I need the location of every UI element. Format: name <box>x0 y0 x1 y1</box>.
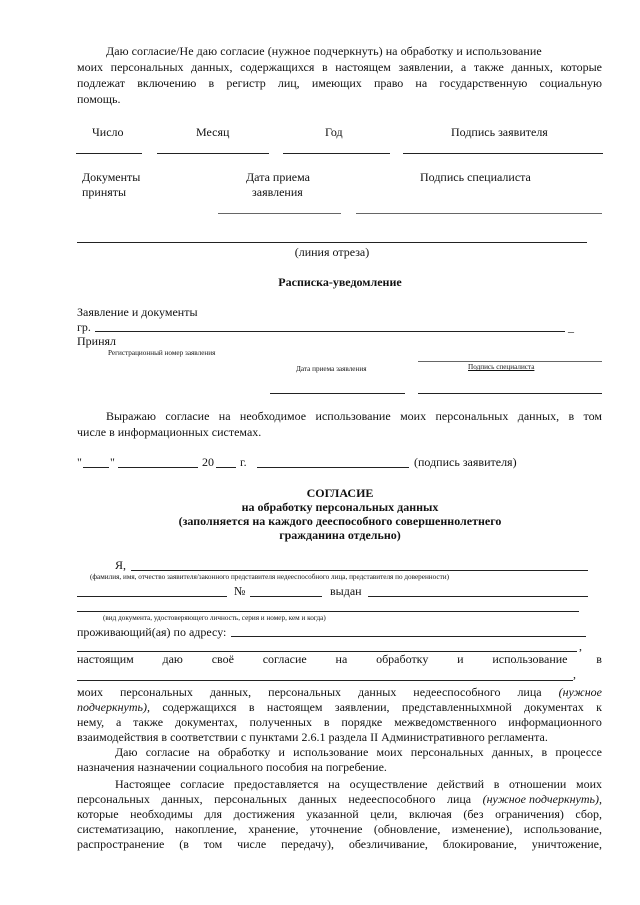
word: документах <box>524 700 584 714</box>
word: ограничения) <box>495 807 564 821</box>
consent-words-line <box>77 652 602 667</box>
word: для <box>204 807 223 821</box>
word: использование, <box>523 822 602 836</box>
organization-field[interactable] <box>77 680 573 681</box>
docs-accepted-label-1: Документы <box>82 170 141 184</box>
p1-line-2 <box>77 700 602 715</box>
receipt-title: Расписка-уведомление <box>278 275 402 289</box>
consent-subtitle-1: на обработку персональных данных <box>241 500 439 514</box>
p3-line-5 <box>77 837 602 852</box>
word: систематизацию, <box>77 822 164 836</box>
word: персональных <box>214 792 288 806</box>
applicant-signature-field[interactable] <box>403 153 603 154</box>
word: отношении <box>509 777 567 791</box>
receipt-specialist-field[interactable] <box>418 393 602 394</box>
year-label: Год <box>325 125 343 139</box>
reg-number-caption: Регистрационный номер заявления <box>108 349 216 357</box>
consent-subtitle-2: (заполняется на каждого дееспособного совершеннолетнего <box>178 514 502 528</box>
specialist-signature-top-field[interactable] <box>418 361 602 362</box>
word: настоящим <box>77 652 134 666</box>
citizen-suffix: _ <box>568 320 574 334</box>
month-field[interactable] <box>157 153 269 154</box>
word: том <box>203 837 223 851</box>
full-name-field[interactable] <box>131 570 588 571</box>
consent-title: СОГЛАСИЕ <box>306 486 374 500</box>
full-name-caption: (фамилия, имя, отчество заявителя/законного представителя недееспособного лица, представителя по доверенности) <box>90 573 449 581</box>
word: на <box>197 745 210 759</box>
word: на <box>328 777 340 791</box>
doc-caption: (вид документа, удостоверяющего личность, серия и номер, кем и когда) <box>103 614 326 622</box>
word: обезличивание, <box>348 837 428 851</box>
word: данных, <box>209 685 252 699</box>
applicant-signature-caption: (подпись заявителя) <box>414 455 517 469</box>
word: хранение, <box>248 822 299 836</box>
receipt-specialist-caption: Подпись специалиста <box>468 363 535 371</box>
word: в <box>596 652 602 666</box>
word: Настоящее <box>115 777 171 791</box>
address-comma: , <box>579 639 582 653</box>
word: (обновление, <box>373 822 441 836</box>
month-label: Месяц <box>196 125 230 139</box>
word: обработку <box>217 745 271 759</box>
word: накопление, <box>175 822 237 836</box>
quote-close: " <box>110 455 115 469</box>
word: Даю <box>115 745 138 759</box>
word: нему, <box>77 715 105 729</box>
acceptance-date-label-2: заявления <box>252 185 303 199</box>
intro-line-3: подлежат включению в регистр лиц, имеющих право на государственную социальную <box>77 76 602 90</box>
word: достижения <box>233 807 295 821</box>
quote-open: " <box>77 455 82 469</box>
word: лица <box>446 792 472 806</box>
word: данных <box>357 685 397 699</box>
sign-year-field[interactable] <box>216 467 236 468</box>
intro-text: Даю согласие/Не даю согласие (нужное подчеркнуть) на обработку и использование <box>106 44 542 58</box>
word: данных <box>298 792 337 806</box>
word: моих <box>575 777 602 791</box>
p2-line-2: назначения назначении социального пособия на погребение. <box>77 760 387 774</box>
accepted-label: Принял <box>77 334 117 348</box>
docs-accepted-label-2: приняты <box>82 185 127 199</box>
word: своё <box>211 652 234 666</box>
word: осуществление <box>349 777 428 791</box>
word-italic: подчеркнуть), <box>77 700 150 714</box>
p1-line-1 <box>77 685 602 700</box>
word: персональных <box>410 745 484 759</box>
receipt-date-caption: Дата приема заявления <box>296 365 367 373</box>
word: предоставляется <box>233 777 319 791</box>
word: полученных <box>249 715 312 729</box>
word: согласие <box>180 777 225 791</box>
word: персональных <box>77 792 150 806</box>
word: согласие <box>145 745 190 759</box>
acceptance-date-label-1: Дата приема <box>246 170 310 184</box>
word: моих <box>376 745 403 759</box>
word-italic: (нужное <box>558 685 602 699</box>
p3-line-4 <box>77 822 602 837</box>
word: в <box>541 745 548 759</box>
word: а <box>115 715 122 729</box>
day-field[interactable] <box>76 153 142 154</box>
day-label: Число <box>92 125 124 139</box>
applicant-signature-line[interactable] <box>257 467 409 468</box>
word: уточнение <box>309 822 363 836</box>
organization-comma: , <box>573 667 576 681</box>
word: действий <box>437 777 485 791</box>
issued-by-field[interactable] <box>368 596 588 597</box>
word: согласие <box>262 652 307 666</box>
word: которые <box>77 807 119 821</box>
word: числе <box>237 837 267 851</box>
specialist-signature-label: Подпись специалиста <box>420 170 531 184</box>
cut-line <box>77 242 587 243</box>
receipt-date-field[interactable] <box>270 393 405 394</box>
word: недееспособного <box>348 792 436 806</box>
word-italic: (нужное подчеркнуть), <box>482 792 602 806</box>
consent-short-line-2: числе в информационных системах. <box>77 425 262 439</box>
p3-line-1 <box>115 777 602 792</box>
year-field[interactable] <box>283 153 390 154</box>
residing-label: проживающий(ая) по адресу: <box>77 625 227 639</box>
word: даю <box>162 652 183 666</box>
word: и <box>278 745 285 759</box>
word: передачу), <box>281 837 334 851</box>
word: (в <box>179 837 189 851</box>
intro-line-4: помощь. <box>77 92 121 106</box>
word: указанной <box>306 807 359 821</box>
i-label: Я, <box>115 558 127 572</box>
word: в <box>493 777 500 791</box>
word: представленныхмной <box>401 700 512 714</box>
doc-type-field[interactable] <box>77 596 227 597</box>
word: заявлении, <box>334 700 390 714</box>
word: в <box>323 715 330 729</box>
doc-number-field[interactable] <box>250 596 322 597</box>
p1-line-3 <box>77 715 602 730</box>
word: моих <box>77 685 104 699</box>
address-field[interactable] <box>231 636 586 637</box>
word: лица <box>517 685 542 699</box>
word: блокирование, <box>442 837 517 851</box>
word: межведомственного <box>394 715 497 729</box>
word: настоящем <box>266 700 323 714</box>
word: изменение), <box>451 822 513 836</box>
word: обработку <box>376 652 429 666</box>
consent-short-line-1: Выражаю согласие на необходимое использование моих персональных данных, в том <box>106 409 602 423</box>
receipt-statement-label: Заявление и документы <box>77 305 198 319</box>
word: данных, <box>161 792 203 806</box>
p3-line-2 <box>77 792 602 807</box>
intro-line-2: моих персональных данных, содержащихся в настоящем заявлении, а также данных, которые <box>77 60 602 74</box>
word: необходимы <box>130 807 193 821</box>
citizen-name-field[interactable] <box>95 331 565 332</box>
word: сбор, <box>575 807 602 821</box>
word: содержащихся <box>162 700 237 714</box>
doc-details-field[interactable] <box>77 611 579 612</box>
consent-subtitle-3: гражданина отдельно) <box>279 528 401 542</box>
word: уничтожение, <box>531 837 602 851</box>
word: недееспособного <box>413 685 501 699</box>
p3-line-3 <box>77 807 602 822</box>
cut-line-caption: (линия отреза) <box>294 245 370 259</box>
word: персональных <box>119 685 193 699</box>
p2-line-1 <box>115 745 602 760</box>
acceptance-date-field[interactable] <box>218 213 341 214</box>
word: порядке <box>341 715 383 729</box>
issued-by-label: выдан <box>330 584 362 598</box>
word: также <box>133 715 164 729</box>
specialist-signature-field[interactable] <box>356 213 602 214</box>
number-sign: № <box>234 584 246 598</box>
word: распространение <box>77 837 165 851</box>
word: в <box>248 700 255 714</box>
citizen-prefix: гр. <box>77 320 91 334</box>
word: включая <box>408 807 452 821</box>
word: использование <box>492 652 568 666</box>
intro-line-1 <box>106 44 602 59</box>
word: использование <box>293 745 369 759</box>
word: цели, <box>370 807 398 821</box>
word: и <box>457 652 464 666</box>
sign-day-field[interactable] <box>83 467 109 468</box>
year-suffix: г. <box>240 455 247 469</box>
p1-line-4: взаимодействия в соответствии с пунктами 2.6.1 раздела II Административного регламента. <box>77 730 548 744</box>
word: документах, <box>174 715 238 729</box>
word: данных, <box>491 745 534 759</box>
word: процессе <box>555 745 602 759</box>
word: на <box>335 652 348 666</box>
sign-month-field[interactable] <box>118 467 198 468</box>
word: (без <box>463 807 484 821</box>
word: персональных <box>268 685 342 699</box>
word: информационного <box>508 715 602 729</box>
year-prefix: 20 <box>202 455 214 469</box>
applicant-signature-label: Подпись заявителя <box>451 125 548 139</box>
word: к <box>596 700 602 714</box>
